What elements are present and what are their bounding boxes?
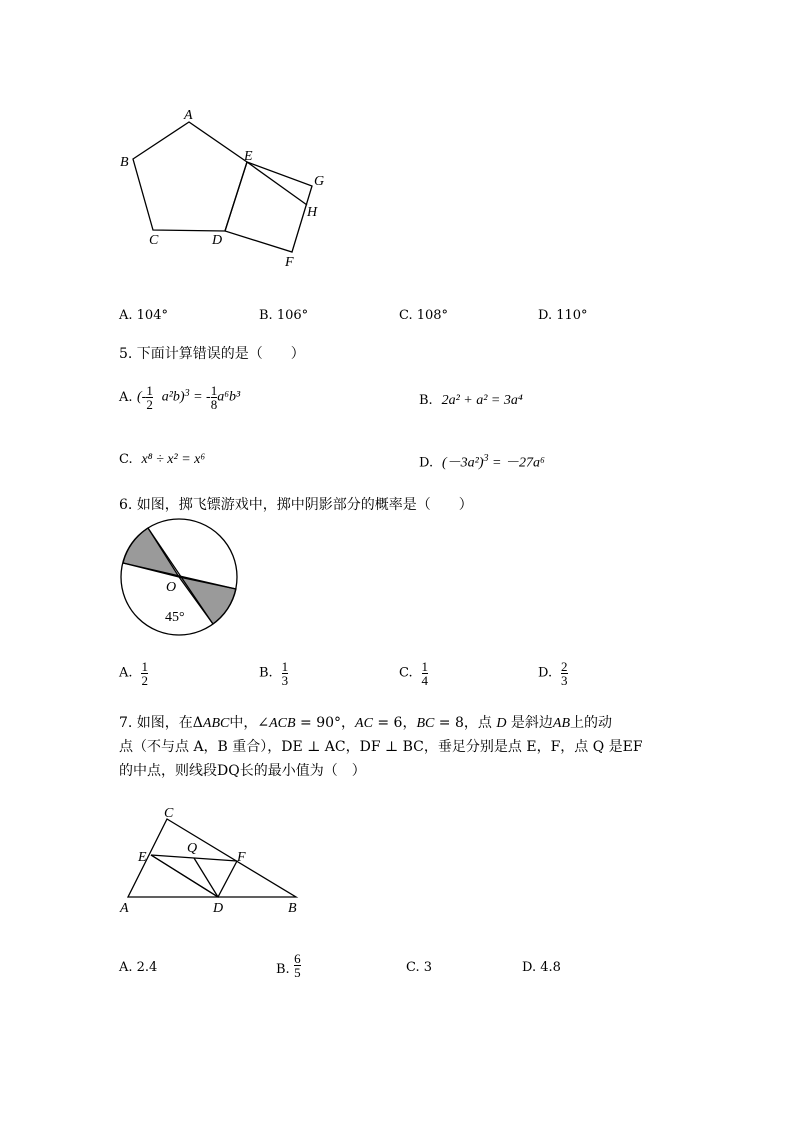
label-e: E xyxy=(244,149,253,164)
q5-b-expr: 2a² + a² = 3a⁴ xyxy=(441,393,523,408)
dartboard-figure xyxy=(110,512,250,642)
q6-stem: 6. 如图，掷飞镖游戏中，掷中阴影部分的概率是（ ） xyxy=(119,497,473,513)
q7-b-label: B. xyxy=(276,962,290,977)
q5-a-exp: 3 xyxy=(184,387,190,399)
tri-label-b: B xyxy=(288,901,297,915)
q5-option-a[interactable] xyxy=(119,384,240,424)
tri-label-q: Q xyxy=(187,841,198,856)
q5-a-part2: a²b) xyxy=(161,389,185,405)
q6-c-num: 1 xyxy=(421,659,429,674)
q7-l1-d: ACB xyxy=(269,716,296,731)
q4-option-c[interactable]: C. 108° xyxy=(399,308,449,323)
q7-l1-f: AC xyxy=(355,716,373,731)
q4-option-d[interactable]: D. 110° xyxy=(538,308,588,323)
q7-l1-b: ABC xyxy=(202,716,230,731)
segment-dq xyxy=(194,858,218,897)
q5-a-den2: 8 xyxy=(210,397,218,412)
q6-d-num: 2 xyxy=(561,659,568,674)
q6-b-label: B. xyxy=(259,665,273,681)
q5-d-part2: = －27a⁶ xyxy=(488,455,545,471)
shaded-sector-lower xyxy=(179,577,236,624)
q7-b-frac xyxy=(294,952,301,979)
label-f: F xyxy=(285,255,294,270)
q6-b-den: 3 xyxy=(281,673,289,688)
q7-stem-line1 xyxy=(119,714,612,733)
q6-option-c[interactable] xyxy=(399,660,428,692)
angle-label: 45° xyxy=(165,610,185,625)
q6-option-d[interactable] xyxy=(538,660,568,692)
q5-d-part1: (－3a²) xyxy=(442,455,484,471)
q7-b-den: 5 xyxy=(294,965,301,980)
q7-l1-c: 中，∠ xyxy=(229,715,270,731)
triangle-abc xyxy=(128,819,296,897)
triangle-figure xyxy=(110,805,320,915)
q5-c-label: C. xyxy=(119,452,133,467)
q6-a-label: A. xyxy=(119,665,133,681)
square-edfg xyxy=(225,162,312,252)
tri-label-c: C xyxy=(164,806,174,821)
q6-d-label: D. xyxy=(538,665,553,681)
q7-l1-j: D xyxy=(496,716,507,731)
q7-l1-h: BC xyxy=(416,716,435,731)
label-c: C xyxy=(149,233,159,248)
q7-option-d[interactable]: D. 4.8 xyxy=(522,960,561,975)
q5-a-frac1 xyxy=(146,384,153,411)
q6-c-den: 4 xyxy=(421,673,429,688)
segment-eh xyxy=(247,162,307,205)
tri-label-e: E xyxy=(138,850,147,865)
q7-l1-k: 是斜边 xyxy=(506,715,553,731)
q6-c-frac xyxy=(422,660,429,687)
q5-a-num1: 1 xyxy=(146,383,153,398)
q7-b-num: 6 xyxy=(294,951,301,966)
q6-b-frac xyxy=(282,660,289,687)
q7-l1-l: AB xyxy=(552,716,571,731)
q4-option-a[interactable]: A. 104° xyxy=(119,308,168,323)
tri-label-d: D xyxy=(213,901,224,915)
q5-a-part1: (- xyxy=(136,389,147,405)
pentagon-square-figure xyxy=(0,0,794,300)
q6-d-frac xyxy=(561,660,568,687)
q7-stem-line3: 的中点，则线段DQ长的最小值为（ ） xyxy=(119,763,366,779)
q7-l1-a: 7. 如图，在Δ xyxy=(119,715,203,731)
q6-d-den: 3 xyxy=(561,673,568,688)
q5-d-label: D. xyxy=(419,455,434,471)
rectangle-edfc xyxy=(151,855,237,897)
q4-option-b[interactable]: B. 106° xyxy=(259,308,309,323)
label-b: B xyxy=(120,155,129,170)
q7-stem-line2: 点（不与点 A，B 重合），DE ⊥ AC，DF ⊥ BC，垂足分别是点 E，F，点 Q 是EF xyxy=(119,739,643,755)
q5-option-c[interactable] xyxy=(119,450,205,469)
q7-option-b[interactable] xyxy=(276,952,301,984)
label-a: A xyxy=(184,108,193,123)
q7-option-a[interactable]: A. 2.4 xyxy=(119,960,158,975)
q6-a-den: 2 xyxy=(141,673,148,688)
q5-a-den1: 2 xyxy=(146,397,153,412)
q5-c-expr: x⁸ ÷ x² = x⁶ xyxy=(141,452,206,467)
q7-l1-g: = 6， xyxy=(372,715,417,731)
tri-label-f: F xyxy=(237,850,246,865)
label-g: G xyxy=(314,174,325,189)
segment-ed xyxy=(151,855,218,897)
q7-l1-m: 上的动 xyxy=(570,715,613,731)
q5-a-part3: = - xyxy=(189,389,211,405)
q5-a-num2: 1 xyxy=(210,383,218,398)
label-h: H xyxy=(307,205,318,220)
q6-option-b[interactable] xyxy=(259,660,288,692)
q6-option-a[interactable] xyxy=(119,660,148,692)
q5-option-d[interactable] xyxy=(419,450,545,473)
q6-b-num: 1 xyxy=(281,659,289,674)
label-d: D xyxy=(212,233,223,248)
center-label-o: O xyxy=(166,580,177,595)
q5-d-exp: 3 xyxy=(483,453,489,464)
q6-c-label: C. xyxy=(399,665,413,681)
q5-b-label: B. xyxy=(419,393,433,408)
q5-a-part4: a⁶b³ xyxy=(217,389,241,405)
q7-option-c[interactable]: C. 3 xyxy=(406,960,433,975)
q6-a-num: 1 xyxy=(141,659,148,674)
q7-l1-e: = 90°， xyxy=(295,715,356,731)
q5-a-label: A. xyxy=(119,389,133,405)
q7-l1-i: = 8，点 xyxy=(434,715,497,731)
q5-option-b[interactable] xyxy=(419,391,523,410)
q5-stem: 5. 下面计算错误的是（ ） xyxy=(119,346,305,362)
q6-a-frac xyxy=(141,660,148,687)
tri-label-a: A xyxy=(120,901,129,915)
